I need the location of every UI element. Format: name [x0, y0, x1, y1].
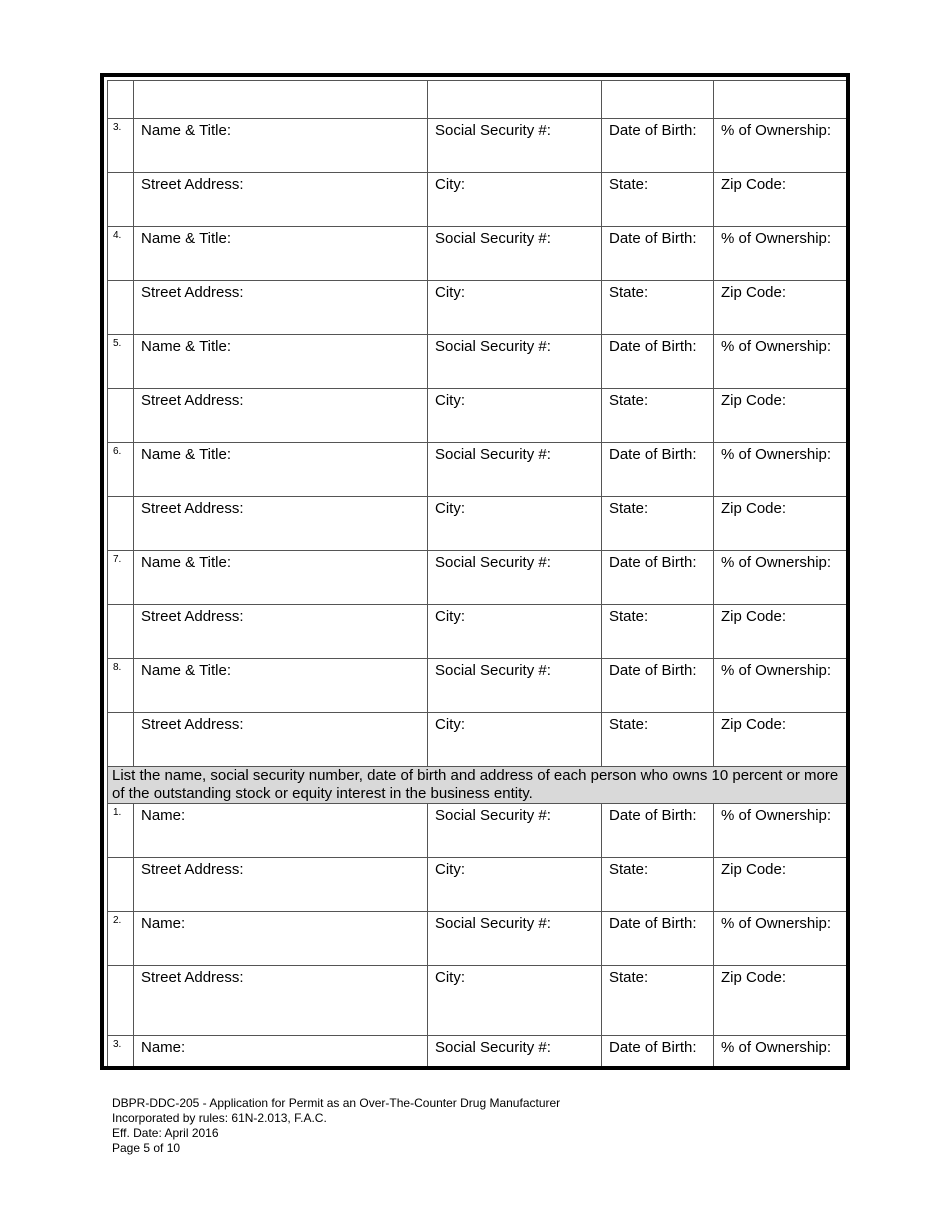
ownership-field[interactable]: % of Ownership: — [714, 804, 848, 858]
owners-instruction: List the name, social security number, date of birth and address of each person who owns 10 percent or more of the outstanding stock or equity interest in the business entity. — [108, 767, 848, 804]
city-field[interactable]: City: — [428, 858, 602, 912]
street-address-field[interactable]: Street Address: — [134, 858, 428, 912]
zip-code-field[interactable]: Zip Code: — [714, 281, 848, 335]
ownership-table-body — [108, 81, 848, 1069]
ssn-field[interactable]: Social Security #: — [428, 912, 602, 966]
row-number-blank — [108, 281, 134, 335]
zip-code-field[interactable]: Zip Code: — [714, 858, 848, 912]
name-field[interactable]: Name: — [134, 804, 428, 858]
row-number-blank — [108, 173, 134, 227]
row-number-blank — [108, 389, 134, 443]
dob-field[interactable]: Date of Birth: — [602, 1036, 714, 1069]
state-field[interactable]: State: — [602, 713, 714, 767]
name-field[interactable]: Name: — [134, 912, 428, 966]
name-field[interactable]: Name & Title: — [134, 335, 428, 389]
address-row — [108, 713, 848, 767]
row-number: 1. — [108, 804, 134, 858]
person-row — [108, 1036, 848, 1069]
ownership-field[interactable]: % of Ownership: — [714, 659, 848, 713]
blank-cell — [108, 81, 134, 119]
dob-field[interactable]: Date of Birth: — [602, 551, 714, 605]
city-field[interactable]: City: — [428, 966, 602, 1036]
zip-code-field[interactable]: Zip Code: — [714, 173, 848, 227]
ssn-field[interactable]: Social Security #: — [428, 1036, 602, 1069]
dob-field[interactable]: Date of Birth: — [602, 335, 714, 389]
footer-form-title: DBPR-DDC-205 - Application for Permit as an Over-The-Counter Drug Manufacturer — [112, 1096, 561, 1110]
city-field[interactable]: City: — [428, 389, 602, 443]
address-row — [108, 389, 848, 443]
address-row — [108, 605, 848, 659]
ownership-field[interactable]: % of Ownership: — [714, 119, 848, 173]
city-field[interactable]: City: — [428, 713, 602, 767]
blank-cell[interactable] — [428, 81, 602, 119]
city-field[interactable]: City: — [428, 281, 602, 335]
ssn-field[interactable]: Social Security #: — [428, 659, 602, 713]
street-address-field[interactable]: Street Address: — [134, 966, 428, 1036]
ownership-field[interactable]: % of Ownership: — [714, 1036, 848, 1069]
ownership-field[interactable]: % of Ownership: — [714, 443, 848, 497]
row-number-blank — [108, 858, 134, 912]
person-row — [108, 804, 848, 858]
row-number: 4. — [108, 227, 134, 281]
ssn-field[interactable]: Social Security #: — [428, 119, 602, 173]
name-field[interactable]: Name: — [134, 1036, 428, 1069]
city-field[interactable]: City: — [428, 605, 602, 659]
zip-code-field[interactable]: Zip Code: — [714, 966, 848, 1036]
row-number: 5. — [108, 335, 134, 389]
address-row — [108, 966, 848, 1036]
ssn-field[interactable]: Social Security #: — [428, 443, 602, 497]
row-number: 3. — [108, 119, 134, 173]
zip-code-field[interactable]: Zip Code: — [714, 713, 848, 767]
name-field[interactable]: Name & Title: — [134, 227, 428, 281]
city-field[interactable]: City: — [428, 497, 602, 551]
person-row — [108, 443, 848, 497]
state-field[interactable]: State: — [602, 966, 714, 1036]
address-row — [108, 497, 848, 551]
row-number: 6. — [108, 443, 134, 497]
ssn-field[interactable]: Social Security #: — [428, 335, 602, 389]
address-row — [108, 858, 848, 912]
state-field[interactable]: State: — [602, 173, 714, 227]
name-field[interactable]: Name & Title: — [134, 443, 428, 497]
ssn-field[interactable]: Social Security #: — [428, 804, 602, 858]
name-field[interactable]: Name & Title: — [134, 659, 428, 713]
ownership-table — [107, 80, 848, 1069]
dob-field[interactable]: Date of Birth: — [602, 804, 714, 858]
row-number: 7. — [108, 551, 134, 605]
dob-field[interactable]: Date of Birth: — [602, 443, 714, 497]
state-field[interactable]: State: — [602, 858, 714, 912]
state-field[interactable]: State: — [602, 389, 714, 443]
footer-eff-date: Eff. Date: April 2016 — [112, 1126, 219, 1140]
person-row — [108, 912, 848, 966]
row-number-blank — [108, 713, 134, 767]
name-field[interactable]: Name & Title: — [134, 551, 428, 605]
top-blank-row — [108, 81, 848, 119]
row-number-blank — [108, 605, 134, 659]
ownership-field[interactable]: % of Ownership: — [714, 227, 848, 281]
row-number: 8. — [108, 659, 134, 713]
ssn-field[interactable]: Social Security #: — [428, 551, 602, 605]
blank-cell[interactable] — [714, 81, 848, 119]
ssn-field[interactable]: Social Security #: — [428, 227, 602, 281]
street-address-field[interactable]: Street Address: — [134, 605, 428, 659]
street-address-field[interactable]: Street Address: — [134, 173, 428, 227]
zip-code-field[interactable]: Zip Code: — [714, 389, 848, 443]
street-address-field[interactable]: Street Address: — [134, 281, 428, 335]
dob-field[interactable]: Date of Birth: — [602, 659, 714, 713]
ownership-field[interactable]: % of Ownership: — [714, 551, 848, 605]
blank-cell[interactable] — [602, 81, 714, 119]
name-field[interactable]: Name & Title: — [134, 119, 428, 173]
ownership-field[interactable]: % of Ownership: — [714, 335, 848, 389]
zip-code-field[interactable]: Zip Code: — [714, 497, 848, 551]
street-address-field[interactable]: Street Address: — [134, 713, 428, 767]
blank-cell[interactable] — [134, 81, 428, 119]
footer-rules: Incorporated by rules: 61N-2.013, F.A.C. — [112, 1111, 327, 1125]
person-row — [108, 335, 848, 389]
row-number: 2. — [108, 912, 134, 966]
row-number-blank — [108, 497, 134, 551]
address-row — [108, 173, 848, 227]
person-row — [108, 659, 848, 713]
ownership-field[interactable]: % of Ownership: — [714, 912, 848, 966]
footer-page-number: Page 5 of 10 — [112, 1141, 181, 1155]
person-row — [108, 227, 848, 281]
page-footer — [112, 1096, 560, 1156]
address-row — [108, 281, 848, 335]
dob-field[interactable]: Date of Birth: — [602, 912, 714, 966]
instruction-row — [108, 767, 848, 804]
dob-field[interactable]: Date of Birth: — [602, 227, 714, 281]
row-number: 3. — [108, 1036, 134, 1069]
state-field[interactable]: State: — [602, 281, 714, 335]
person-row — [108, 551, 848, 605]
street-address-field[interactable]: Street Address: — [134, 389, 428, 443]
zip-code-field[interactable]: Zip Code: — [714, 605, 848, 659]
person-row — [108, 119, 848, 173]
state-field[interactable]: State: — [602, 605, 714, 659]
row-number-blank — [108, 966, 134, 1036]
city-field[interactable]: City: — [428, 173, 602, 227]
state-field[interactable]: State: — [602, 497, 714, 551]
street-address-field[interactable]: Street Address: — [134, 497, 428, 551]
form-frame — [100, 73, 850, 1070]
dob-field[interactable]: Date of Birth: — [602, 119, 714, 173]
